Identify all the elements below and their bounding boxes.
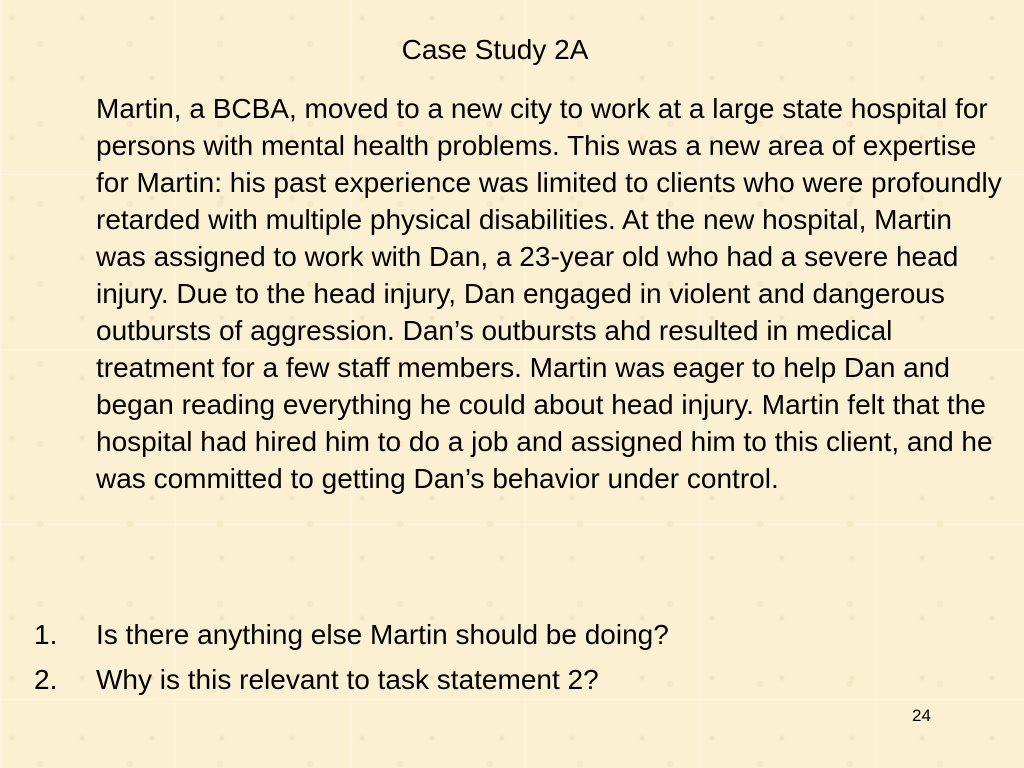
question-text: Is there anything else Martin should be doing? — [96, 619, 669, 650]
slide-title: Case Study 2A — [401, 34, 589, 65]
page-number: 24 — [912, 706, 931, 725]
question-number: 1. — [34, 619, 58, 650]
question-item — [34, 612, 994, 657]
question-text: Why is this relevant to task statement 2? — [96, 664, 599, 695]
question-item — [34, 657, 994, 702]
case-study-text: Martin, a BCBA, moved to a new city to work at a large state hospital for persons with mental health problems. This was a new area of expertise for Martin: his past experience was limited to clients who were profoundly retarded with multiple physical disabilities. At the new hospital, Martin was assigned to work with Dan, a 23-year old who had a severe head injury. Due to the head injury, Dan engaged in violent and dangerous outbursts of aggression. Dan’s outbursts ahd resulted in medical treatment for a few staff members. Martin was eager to help Dan and began reading everything he could about head injury. Martin felt that the hospital had hired him to do a job and assigned him to this client, and he was committed to getting Dan’s behavior under control. — [96, 93, 1002, 494]
question-list — [34, 612, 994, 702]
question-number: 2. — [34, 664, 58, 695]
